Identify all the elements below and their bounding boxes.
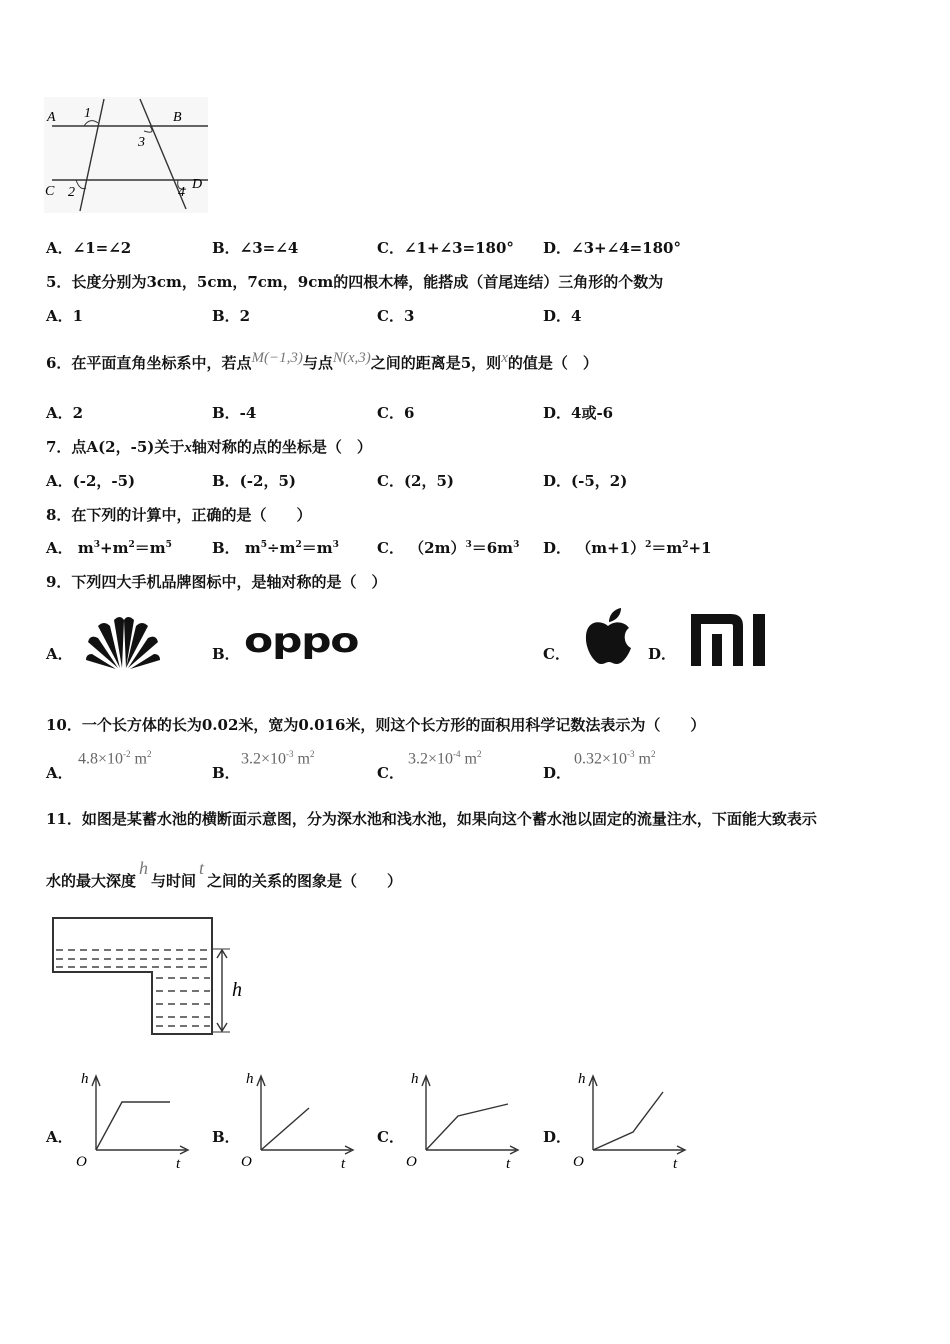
label-B: B <box>173 110 182 125</box>
q11-option-d-label: D． <box>543 1128 572 1146</box>
q7-var-x: x <box>184 440 192 456</box>
graph-d <box>573 1068 688 1172</box>
graph-c-h: h <box>411 1071 419 1087</box>
label-4: 4 <box>178 185 185 200</box>
q8-option-b: B． $m^5\div m^2=m^3$ <box>212 539 339 557</box>
graph-a <box>76 1068 191 1172</box>
mi-logo-icon <box>691 614 777 666</box>
q5-text: 5．长度分别为3cm，5cm，7cm，9cm的四根木棒，能搭成（首尾连结）三角形的个数为 <box>46 273 664 291</box>
q10-option-c-value: $3.2\times 10^{-4}$ $m^2$ <box>408 749 482 768</box>
q9-option-d-label: D． <box>648 645 677 663</box>
q11-option-c-label: C． <box>377 1128 404 1146</box>
apple-logo-icon <box>583 608 633 666</box>
graph-a-h: h <box>81 1071 89 1087</box>
reservoir-h-label: h <box>232 979 242 1001</box>
oppo-logo-icon: oppo <box>244 621 359 661</box>
graph-d-t: t <box>673 1156 678 1172</box>
label-3: 3 <box>138 135 145 150</box>
q6-point-n: N(x,3) <box>332 350 371 366</box>
q10-option-b-value: $3.2\times 10^{-3}$ $m^2$ <box>241 749 315 768</box>
q7-text <box>46 436 372 457</box>
q11-line1: 11．如图是某蓄水池的横断面示意图，分为深水池和浅水池，如果向这个蓄水池以固定的流量注水，下面能大致表示 <box>46 810 817 828</box>
q6-option-c: C．6 <box>377 404 415 422</box>
q10-option-a-value: $4.8\times 10^{-2}$ $m^2$ <box>78 749 152 768</box>
q4-option-d: D．∠3+∠4=180° <box>543 239 681 257</box>
graph-d-o: O <box>573 1154 584 1170</box>
label-1: 1 <box>84 106 91 121</box>
q7-post: 轴对称的点的坐标是（ ） <box>191 438 372 456</box>
graph-c-line <box>426 1104 508 1150</box>
q9-option-b-label: B． <box>212 645 240 663</box>
q6-var-x: x <box>501 350 508 366</box>
graph-b-line <box>261 1108 309 1150</box>
q6-mid2: 之间的距离是5，则 <box>370 354 502 372</box>
reservoir-diagram <box>50 914 250 1038</box>
q5-option-b: B．2 <box>212 307 251 325</box>
q5-option-c: C．3 <box>377 307 415 325</box>
q6-option-d: D．4或-6 <box>543 404 614 422</box>
huawei-logo-icon <box>84 612 162 670</box>
q4-option-b: B．∠3=∠4 <box>212 239 299 257</box>
q8-option-c: C． $(2m)^3=6m^3$ <box>377 539 520 557</box>
q11-var-t: t <box>199 858 205 878</box>
graph-b-o: O <box>241 1154 252 1170</box>
q6-point-m: M(−1,3) <box>251 350 303 366</box>
q11-option-a-label: A． <box>46 1128 73 1146</box>
q10-option-c-label: C． <box>377 764 404 782</box>
q10-option-b-label: B． <box>212 764 240 782</box>
q10-text: 10．一个长方体的长为0.02米，宽为0.016米，则这个长方形的面积用科学记数法表示为（ ） <box>46 716 706 734</box>
q7-pre: 7．点A(2，-5)关于 <box>46 438 185 456</box>
label-A: A <box>47 110 56 125</box>
q6-pre: 6．在平面直角坐标系中，若点 <box>46 354 252 372</box>
q5-option-a: A．1 <box>46 307 84 325</box>
q4-option-c: C．∠1+∠3=180° <box>377 239 514 257</box>
graph-a-line <box>96 1102 170 1150</box>
graph-a-o: O <box>76 1154 87 1170</box>
q9-option-a-label: A． <box>46 645 73 663</box>
q11-line2: 水的最大深度h与时间t之间的关系的图象是（ ） <box>46 858 403 890</box>
q6-option-b: B．-4 <box>212 404 257 422</box>
q7-option-d: D．(-5，2) <box>543 472 628 490</box>
graph-c <box>406 1068 521 1172</box>
q10-option-a-label: A． <box>46 764 73 782</box>
q9-text: 9．下列四大手机品牌图标中，是轴对称的是（ ） <box>46 573 387 591</box>
q5-option-d: D．4 <box>543 307 582 325</box>
parallel-lines-figure <box>40 95 210 215</box>
q11-option-b-label: B． <box>212 1128 240 1146</box>
graph-b-t: t <box>341 1156 346 1172</box>
q7-option-c: C．(2，5) <box>377 472 455 490</box>
q6-mid: 与点 <box>302 354 333 372</box>
q11-var-h: h <box>139 858 149 878</box>
graph-b-h: h <box>246 1071 254 1087</box>
label-2: 2 <box>68 185 75 200</box>
q10-option-d-label: D． <box>543 764 572 782</box>
q8-option-d: D． $(m+1)^2=m^2+1$ <box>543 539 712 557</box>
q6-post: 的值是（ ） <box>507 354 598 372</box>
graph-a-t: t <box>176 1156 181 1172</box>
graph-c-o: O <box>406 1154 417 1170</box>
q6-option-a: A．2 <box>46 404 84 422</box>
q7-option-a: A．(-2，-5) <box>46 472 136 490</box>
graph-c-t: t <box>506 1156 511 1172</box>
q6-text <box>46 352 598 373</box>
q8-option-a: A． $m^3+m^2=m^5$ <box>46 539 172 557</box>
graph-d-line <box>593 1092 663 1150</box>
label-C: C <box>45 184 55 199</box>
q4-option-a: A．∠1=∠2 <box>46 239 132 257</box>
q8-text: 8．在下列的计算中，正确的是（ ） <box>46 506 312 524</box>
q7-option-b: B．(-2，5) <box>212 472 296 490</box>
graph-d-h: h <box>578 1071 586 1087</box>
q10-option-d-value: $0.32\times 10^{-3}$ $m^2$ <box>574 749 656 768</box>
label-D: D <box>192 177 203 192</box>
graph-b <box>241 1068 356 1172</box>
q9-option-c-label: C． <box>543 645 570 663</box>
